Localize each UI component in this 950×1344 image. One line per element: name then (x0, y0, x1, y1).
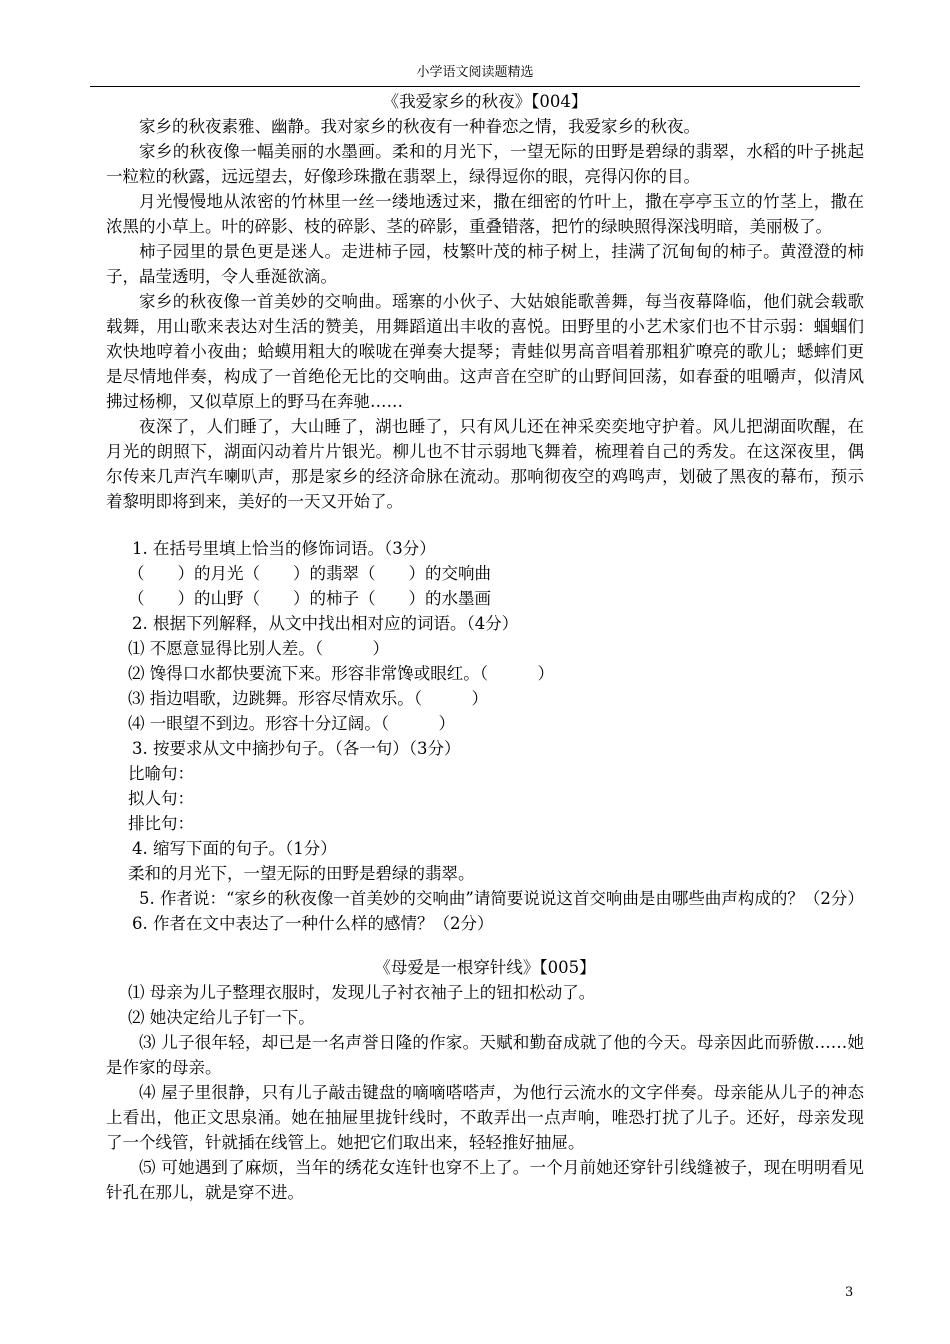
passage-2-title: 《母爱是一根穿针线》【005】 (374, 958, 596, 977)
question-3-item: 排比句： (128, 814, 194, 833)
passage-1-paragraph: 夜深了，人们睡了，大山睡了，湖也睡了，只有风儿还在神采奕奕地守护着。风儿把湖面吹醒，在月光的朗照下，湖面闪动着片片银光。柳儿也不甘示弱地飞舞着，梳理着自己的秀发。在这深夜里，偶尔传来几声汽车喇叭声，那是家乡的经济命脉在流动。那响彻夜空的鸡鸣声，划破了黑夜的幕布，预示着黎明即将到来，美好的一天又开始了。 (106, 417, 864, 511)
passage-2-paragraph: ⑶ 儿子很年轻，却已是一名声誉日隆的作家。天赋和勤奋成就了他的今天。母亲因此而骄傲……她是作家的母亲。 (106, 1033, 864, 1077)
passage-2-paragraph: ⑷ 屋子里很静，只有儿子敲击键盘的嘀嘀嗒嗒声，为他行云流水的文字伴奏。母亲能从儿子的神态上看出，他正文思泉涌。她在抽屉里拢针线时，不敢弄出一点声响，唯恐打扰了儿子。还好，母亲发现了一个线管，针就插在线管上。她把它们取出来，轻轻推好抽屉。 (106, 1083, 864, 1152)
passage-1-title: 《我爱家乡的秋夜》【004】 (382, 92, 588, 111)
passage-1-paragraph: 柿子园里的景色更是迷人。走进柿子园，枝繁叶茂的柿子树上，挂满了沉甸甸的柿子。黄澄澄的柿子，晶莹透明，令人垂涎欲滴。 (106, 242, 864, 286)
question-3-item: 比喻句： (128, 764, 194, 783)
document-body (106, 89, 864, 1205)
question-3-item: 拟人句： (128, 789, 194, 808)
question-2-item: ⑵ 馋得口水都快要流下来。形容非常馋或眼红。（ ） (128, 664, 554, 683)
question-1: 1. 在括号里填上恰当的修饰词语。（3分） (132, 539, 436, 558)
question-1-blanks-row: （ ）的山野（ ）的柿子（ ）的水墨画 (128, 589, 491, 608)
header-rule (90, 86, 860, 87)
page-number: 3 (845, 1285, 854, 1300)
question-4-sentence: 柔和的月光下，一望无际的田野是碧绿的翡翠。 (128, 864, 475, 883)
spacer (106, 514, 864, 536)
question-5: 5. 作者说：“家乡的秋夜像一首美妙的交响曲”请简要说说这首交响曲是由哪些曲声构成的？（2分） (139, 889, 864, 908)
question-2-item: ⑷ 一眼望不到边。形容十分辽阔。（ ） (128, 714, 455, 733)
question-3: 3. 按要求从文中摘抄句子。（各一句）（3分） (132, 739, 461, 758)
passage-2-paragraph: ⑸ 可她遇到了麻烦，当年的绣花女连针也穿不上了。一个月前她还穿针引线缝被子，现在明明看见针孔在那儿，就是穿不进。 (106, 1158, 864, 1202)
spacer (106, 936, 864, 955)
question-2-item: ⑶ 指边唱歌，边跳舞。形容尽情欢乐。（ ） (128, 689, 488, 708)
question-6: 6. 作者在文中表达了一种什么样的感情？（2分） (132, 914, 494, 933)
passage-1-paragraph: 家乡的秋夜像一幅美丽的水墨画。柔和的月光下，一望无际的田野是碧绿的翡翠，水稻的叶子挑起一粒粒的秋露，远远望去，好像珍珠撒在翡翠上，绿得逗你的眼，亮得闪你的目。 (106, 142, 864, 186)
question-1-blanks-row: （ ）的月光（ ）的翡翠（ ）的交响曲 (128, 564, 491, 583)
question-2: 2. 根据下列解释，从文中找出相对应的词语。（4分） (132, 614, 519, 633)
passage-2-paragraph: ⑴ 母亲为儿子整理衣服时，发现儿子衬衣袖子上的钮扣松动了。 (128, 983, 596, 1002)
page-header: 小学语文阅读题精选 (416, 65, 534, 80)
question-4: 4. 缩写下面的句子。（1分） (132, 839, 337, 858)
passage-1-paragraph: 家乡的秋夜素雅、幽静。我对家乡的秋夜有一种眷恋之情，我爱家乡的秋夜。 (139, 117, 700, 136)
question-2-item: ⑴ 不愿意显得比别人差。（ ） (128, 639, 389, 658)
passage-1-paragraph: 月光慢慢地从浓密的竹林里一丝一缕地透过来，撒在细密的竹叶上，撒在亭亭玉立的竹茎上，撒在浓黑的小草上。叶的碎影、枝的碎影、茎的碎影，重叠错落，把竹的绿映照得深浅明暗，美丽极了。 (106, 192, 864, 236)
passage-1-paragraph: 家乡的秋夜像一首美妙的交响曲。瑶寨的小伙子、大姑娘能歌善舞，每当夜幕降临，他们就会载歌载舞，用山歌来表达对生活的赞美，用舞蹈道出丰收的喜悦。田野里的小艺术家们也不甘示弱：蝈蝈们欢快地哼着小夜曲；蛤蟆用粗大的喉咙在弹奏大提琴；青蛙似男高音唱着那粗犷嘹亮的歌儿；蟋蟀们更是尽情地伴奏，构成了一首绝伦无比的交响曲。这声音在空旷的山野间回荡，如春蚕的咀嚼声，似清风拂过杨柳，又似草原上的野马在奔驰…… (106, 292, 864, 411)
passage-2-paragraph: ⑵ 她决定给儿子钉一下。 (128, 1008, 315, 1027)
